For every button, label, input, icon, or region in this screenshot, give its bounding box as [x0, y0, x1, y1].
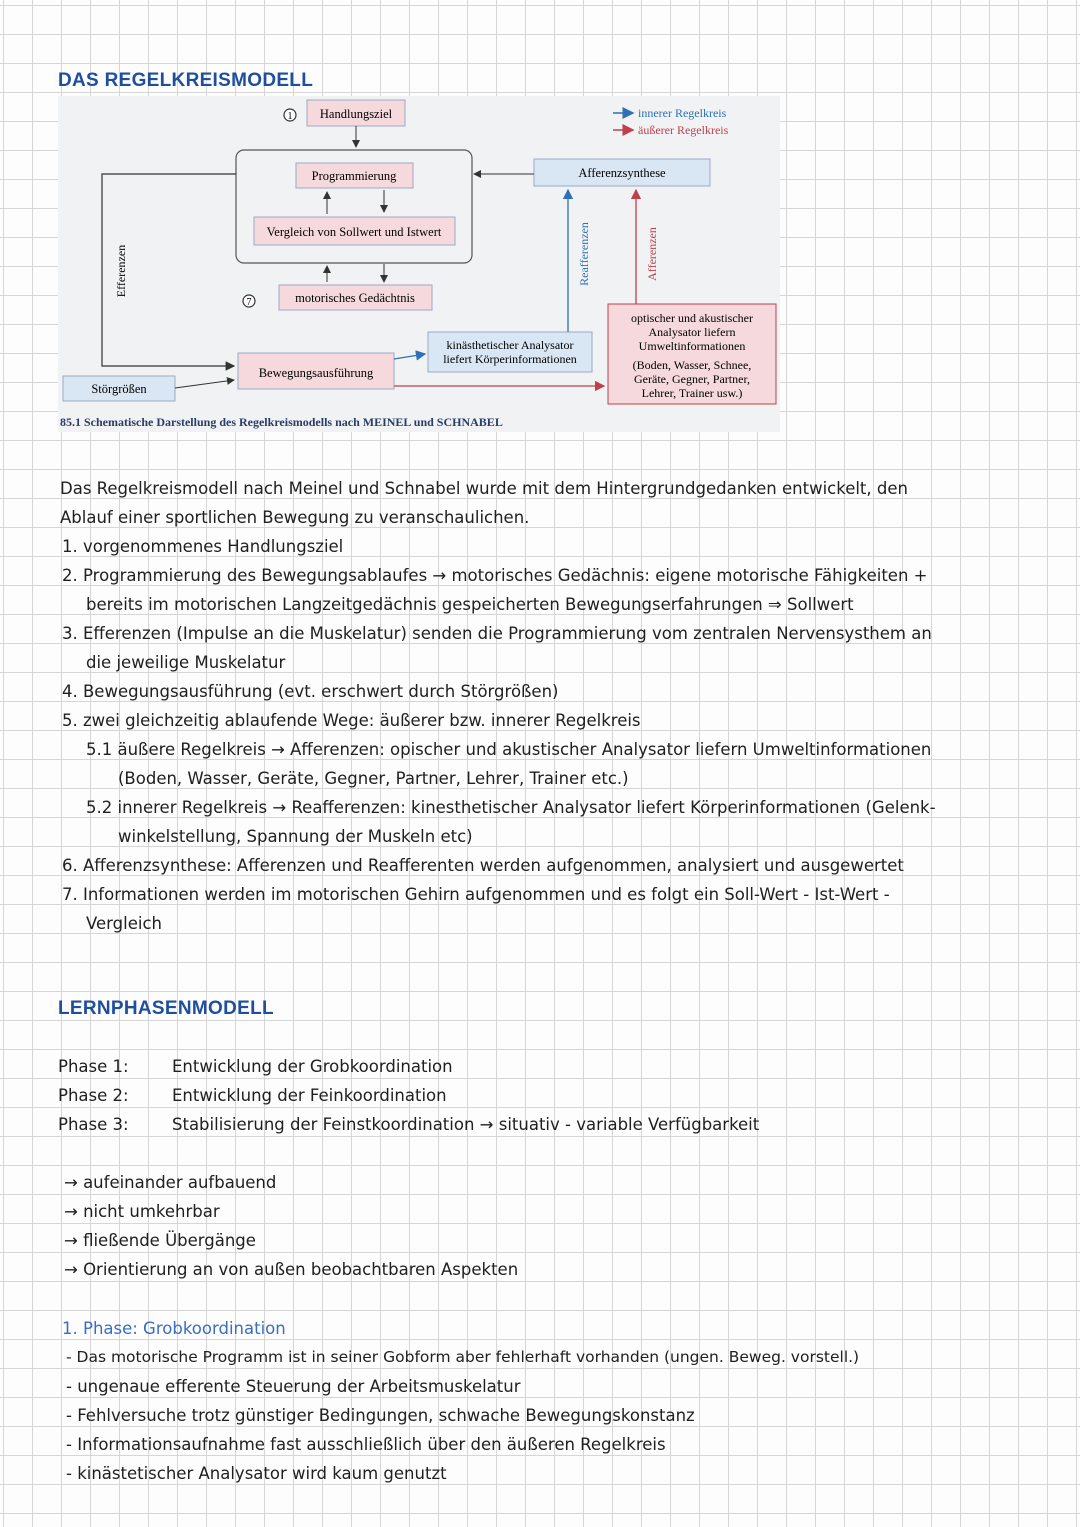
optisch-line1: optischer und akustischer: [631, 311, 753, 325]
optisch-line5: Geräte, Gegner, Partner,: [634, 372, 750, 386]
optisch-line6: Lehrer, Trainer usw.): [641, 386, 743, 400]
legend: [613, 106, 729, 137]
figure-caption: 85.1 Schematische Darstellung des Regelkreismodells nach MEINEL und SCHNABEL: [60, 415, 503, 429]
handlungsziel-label: Handlungsziel: [319, 107, 393, 121]
optisch-line3: Umweltinformationen: [638, 339, 746, 353]
kinaesthetisch-line2: liefert Körperinformationen: [443, 352, 577, 366]
phase-3-text: Stabilisierung der Feinstkoordination → situativ - variable Verfügbarkeit: [172, 1115, 760, 1134]
step-4: 4. Bewegungsausführung (evt. erschwert durch Störgrößen): [62, 682, 559, 701]
step-7-line-2: Vergleich: [86, 914, 162, 933]
step-5-2-line-2: winkelstellung, Spannung der Muskeln etc): [118, 827, 473, 846]
section-heading-lernphasenmodell: LERNPHASENMODELL: [58, 998, 274, 1019]
phase-2-label: Phase 2:: [58, 1086, 129, 1105]
phase-3-label: Phase 3:: [58, 1115, 129, 1134]
gedaechtnis-label: motorisches Gedächtnis: [295, 291, 415, 305]
step-3-line-1: 3. Efferenzen (Impulse an die Muskelatur) senden die Programmierung vom zentralen Nervensysthem an: [62, 624, 932, 643]
step-1: 1. vorgenommenes Handlungsziel: [62, 537, 344, 556]
label-efferenzen: Efferenzen: [114, 244, 128, 298]
optisch-line4: (Boden, Wasser, Schnee,: [632, 358, 752, 372]
property-item: → aufeinander aufbauend: [64, 1173, 277, 1192]
intro-line-2: Ablauf einer sportlichen Bewegung zu veranschaulichen.: [60, 508, 530, 527]
property-item: → Orientierung an von außen beobachtbaren Aspekten: [64, 1260, 519, 1279]
phase-1-point: - ungenaue efferente Steuerung der Arbeitsmuskelatur: [66, 1377, 521, 1396]
step-5-1-line-2: (Boden, Wasser, Geräte, Gegner, Partner, Lehrer, Trainer etc.): [118, 769, 629, 788]
phase-1-label: Phase 1:: [58, 1057, 129, 1076]
step-6: 6. Afferenzsynthese: Afferenzen und Reafferenten werden aufgenommen, analysiert und ausgewertet: [62, 856, 904, 875]
label-reafferenzen: Reafferenzen: [577, 222, 591, 286]
mark-1-text: 1: [287, 111, 293, 122]
property-item: → nicht umkehrbar: [64, 1202, 220, 1221]
box-handlungsziel: [284, 100, 405, 126]
step-5: 5. zwei gleichzeitig ablaufende Wege: äußerer bzw. innerer Regelkreis: [62, 711, 641, 730]
optisch-line2: Analysator liefern: [648, 325, 736, 339]
step-2-line-1: 2. Programmierung des Bewegungsablaufes → motorisches Gedächnis: eigene motorische Fähigkeiten +: [62, 566, 928, 585]
regelkreis-diagram: [58, 96, 780, 432]
programmierung-label: Programmierung: [311, 169, 397, 183]
phase-1-point: - Das motorische Programm ist in seiner Gobform aber fehlerhaft vorhanden (ungen. Beweg. vorstell.): [66, 1348, 860, 1366]
section-heading-regelkreismodell: DAS REGELKREISMODELL: [58, 70, 314, 91]
step-5-2-line-1: 5.2 innerer Regelkreis → Reafferenzen: kinesthetischer Analysator liefert Körperinformationen (Gelenk-: [86, 798, 936, 817]
kinaesthetisch-line1: kinästhetischer Analysator: [446, 338, 574, 352]
step-3-line-2: die jeweilige Muskelatur: [86, 653, 286, 672]
intro-line-1: Das Regelkreismodell nach Meinel und Schnabel wurde mit dem Hintergrundgedanken entwickelt, den: [60, 479, 908, 498]
legend-inner-label: innerer Regelkreis: [638, 106, 727, 120]
bewegung-label: Bewegungsausführung: [258, 366, 374, 380]
legend-outer-label: äußerer Regelkreis: [638, 123, 729, 137]
phase-1-point: - Informationsaufnahme fast ausschließlich über den äußeren Regelkreis: [66, 1435, 666, 1454]
step-7-line-1: 7. Informationen werden im motorischen Gehirn aufgenommen und es folgt ein Soll-Wert - Ist-Wert -: [62, 885, 890, 904]
vergleich-label: Vergleich von Sollwert und Istwert: [266, 225, 442, 239]
mark-7-text: 7: [246, 297, 252, 308]
phase-1-point: - Fehlversuche trotz günstiger Bedingungen, schwache Bewegungskonstanz: [66, 1406, 695, 1425]
property-item: → fließende Übergänge: [64, 1231, 256, 1250]
phase-1-point: - kinästetischer Analysator wird kaum genutzt: [66, 1464, 447, 1483]
phase-1-heading: 1. Phase: Grobkoordination: [62, 1319, 286, 1338]
phase-2-text: Entwicklung der Feinkoordination: [172, 1086, 447, 1105]
phase-1-text: Entwicklung der Grobkoordination: [172, 1057, 453, 1076]
stoergroessen-label: Störgrößen: [91, 382, 147, 396]
afferenzsynthese-label: Afferenzsynthese: [578, 166, 666, 180]
step-2-line-2: bereits im motorischen Langzeitgedächnis gespeicherten Bewegungserfahrungen ⇒ Sollwert: [86, 595, 854, 614]
step-5-1-line-1: 5.1 äußere Regelkreis → Afferenzen: opischer und akustischer Analysator liefern Umweltinformationen: [86, 740, 932, 759]
label-afferenzen: Afferenzen: [645, 227, 659, 281]
